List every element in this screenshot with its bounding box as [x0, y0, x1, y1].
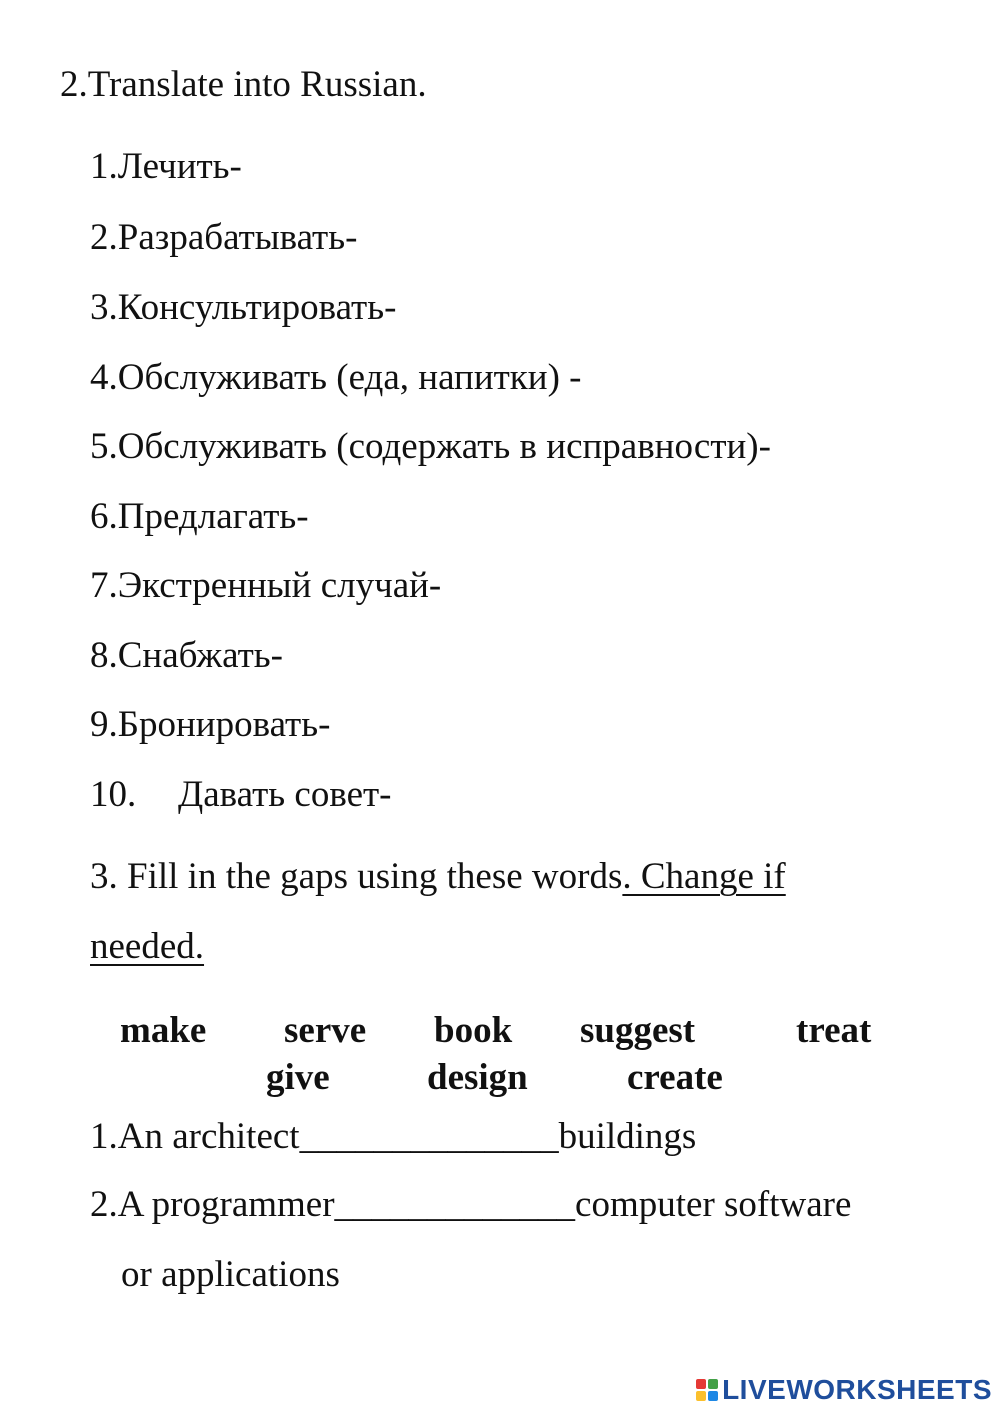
translate-item-2: 2.Разрабатывать-	[90, 217, 358, 258]
sentence-2-gap[interactable]: _____________	[334, 1184, 576, 1225]
liveworksheets-logo-text: LIVEWORKSHEETS	[722, 1374, 992, 1405]
liveworksheets-logo[interactable]	[696, 1373, 992, 1407]
task3-title-continued: needed.	[90, 926, 205, 967]
word-bank-give: give	[266, 1057, 330, 1098]
word-bank-make: make	[120, 1010, 207, 1051]
word-bank-serve: serve	[284, 1010, 367, 1051]
sentence-2-start: 2.A programmer	[90, 1184, 335, 1225]
translate-item-10-text: Давать совет-	[178, 774, 392, 815]
translate-item-7: 7.Экстренный случай-	[90, 565, 442, 606]
logo-square-red	[696, 1379, 706, 1389]
gap-sentence-1	[90, 1118, 696, 1155]
translate-item-4: 4.Обслуживать (еда, напитки) -	[90, 357, 582, 398]
sentence-1-gap[interactable]: ______________	[299, 1116, 559, 1157]
word-bank-design: design	[427, 1057, 528, 1098]
logo-square-blue	[708, 1391, 718, 1401]
translate-item-6: 6.Предлагать-	[90, 496, 309, 537]
sentence-1-start: 1.An architect	[90, 1116, 300, 1157]
task3-title-main: 3. Fill in the gaps using these words	[90, 856, 623, 897]
translate-item-1: 1.Лечить-	[90, 146, 242, 187]
task3-title	[90, 858, 786, 895]
word-bank-treat: treat	[796, 1010, 872, 1051]
translate-item-3: 3.Консультировать-	[90, 287, 397, 328]
word-bank-suggest: suggest	[580, 1010, 696, 1051]
gap-sentence-2	[90, 1186, 851, 1223]
sentence-1-end: buildings	[558, 1116, 697, 1157]
word-bank-book: book	[434, 1010, 513, 1051]
translate-item-10	[90, 776, 392, 813]
word-bank-create: create	[627, 1057, 723, 1098]
logo-square-yellow	[696, 1391, 706, 1401]
translate-item-8: 8.Снабжать-	[90, 635, 283, 676]
logo-square-green	[708, 1379, 718, 1389]
liveworksheets-logo-icon	[696, 1379, 718, 1401]
task3-title-underlined: . Change if	[622, 856, 786, 897]
translate-item-10-number: 10.	[90, 774, 137, 815]
translate-item-5: 5.Обслуживать (содержать в исправности)-	[90, 426, 771, 467]
gap-sentence-2-continuation: or applications	[121, 1254, 340, 1295]
sentence-2-end: computer software	[575, 1184, 852, 1225]
translate-item-9: 9.Бронировать-	[90, 704, 331, 745]
task2-title: 2.Translate into Russian.	[60, 64, 427, 105]
